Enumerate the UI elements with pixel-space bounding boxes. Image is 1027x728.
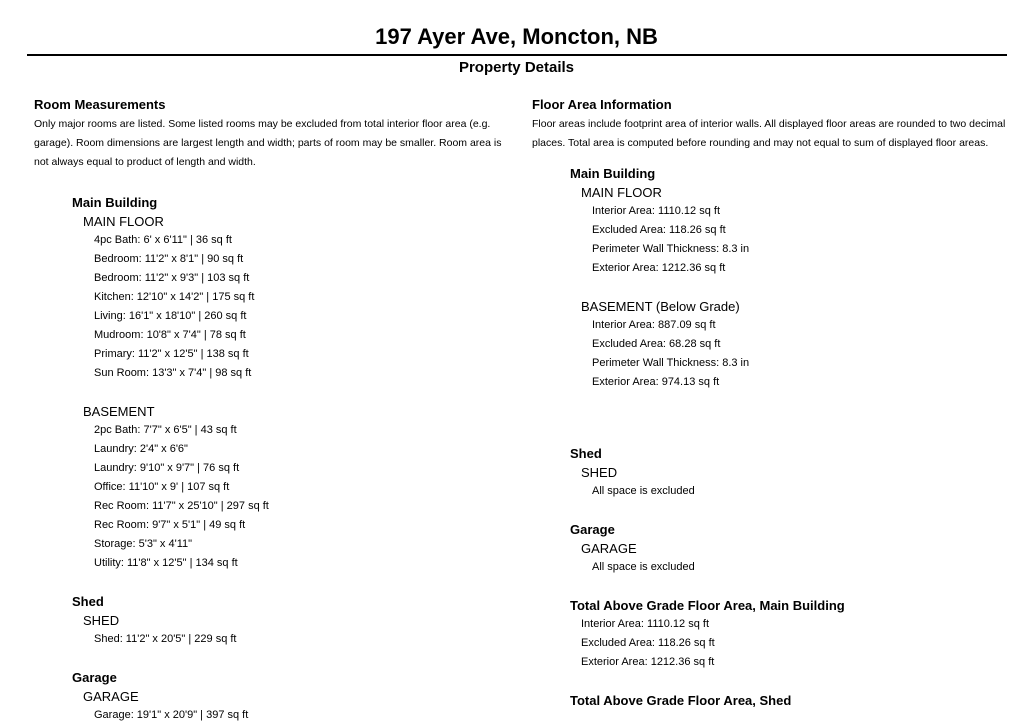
floor-main xyxy=(83,212,506,383)
total-heading: Total Above Grade Floor Area, Shed xyxy=(570,693,792,708)
building-name: Shed xyxy=(72,594,104,609)
floor-shed xyxy=(83,611,506,649)
room-line: Laundry: 9'10" x 9'7" | 76 sq ft xyxy=(94,462,240,474)
building-name: Garage xyxy=(570,522,615,537)
floor-name: SHED xyxy=(581,465,618,480)
area-line: All space is excluded xyxy=(592,561,695,573)
area-line: Exterior Area: 1212.36 sq ft xyxy=(592,262,726,274)
area-line: Excluded Area: 118.26 sq ft xyxy=(592,224,726,236)
total-line: Excluded Area: 118.26 sq ft xyxy=(581,637,715,649)
title-divider xyxy=(27,54,1007,56)
room-line: Bedroom: 11'2" x 8'1" | 90 sq ft xyxy=(94,253,244,265)
room-measurements-note: Only major rooms are listed. Some listed rooms may be excluded from total interior floor area (e.g. garage). Room dimensions are largest length and width; parts of room may be smaller. Room area is not always equal to product of length and width. xyxy=(34,118,502,168)
building-name: Main Building xyxy=(570,166,656,181)
floor-garage xyxy=(83,687,506,725)
floor-area-heading: Floor Area Information xyxy=(532,97,672,112)
area-line: Interior Area: 1110.12 sq ft xyxy=(592,205,721,217)
building-shed xyxy=(72,592,506,649)
total-shed xyxy=(570,691,1012,710)
room-line: Primary: 11'2" x 12'5" | 138 sq ft xyxy=(94,348,249,360)
area-line: Exterior Area: 974.13 sq ft xyxy=(592,376,720,388)
area-floor-main xyxy=(581,183,1012,278)
floor-name: MAIN FLOOR xyxy=(83,214,164,229)
floor-area-note: Floor areas include footprint area of interior walls. All displayed floor areas are rounded to two decimal places. Total area is computed before rounding and may not equal to sum of displayed floor areas. xyxy=(532,118,1006,149)
room-line: Rec Room: 9'7" x 5'1" | 49 sq ft xyxy=(94,519,246,531)
total-line: Interior Area: 1110.12 sq ft xyxy=(581,618,710,630)
room-line: Mudroom: 10'8" x 7'4" | 78 sq ft xyxy=(94,329,246,341)
room-line: Living: 16'1" x 18'10" | 260 sq ft xyxy=(94,310,247,322)
room-line: Shed: 11'2" x 20'5" | 229 sq ft xyxy=(94,633,237,645)
floor-name: GARAGE xyxy=(581,541,637,556)
floor-area-section xyxy=(532,96,1012,710)
room-line: 4pc Bath: 6' x 6'11" | 36 sq ft xyxy=(94,234,232,246)
room-line: Utility: 11'8" x 12'5" | 134 sq ft xyxy=(94,557,238,569)
room-line: 2pc Bath: 7'7" x 6'5" | 43 sq ft xyxy=(94,424,237,436)
page-title: 197 Ayer Ave, Moncton, NB xyxy=(375,24,658,49)
area-building-shed xyxy=(570,444,1012,501)
area-line: Interior Area: 887.09 sq ft xyxy=(592,319,716,331)
building-name: Garage xyxy=(72,670,117,685)
room-measurements-section xyxy=(34,96,506,725)
floor-name: BASEMENT (Below Grade) xyxy=(581,299,740,314)
room-line: Office: 11'10" x 9' | 107 sq ft xyxy=(94,481,230,493)
room-line: Rec Room: 11'7" x 25'10" | 297 sq ft xyxy=(94,500,269,512)
area-line: Perimeter Wall Thickness: 8.3 in xyxy=(592,243,750,255)
building-name: Shed xyxy=(570,446,602,461)
area-line: Excluded Area: 68.28 sq ft xyxy=(592,338,721,350)
building-main xyxy=(72,193,506,573)
room-measurements-heading: Room Measurements xyxy=(34,97,166,112)
total-main-building xyxy=(570,596,1012,672)
floor-name: MAIN FLOOR xyxy=(581,185,662,200)
room-line: Bedroom: 11'2" x 9'3" | 103 sq ft xyxy=(94,272,250,284)
room-line: Sun Room: 13'3" x 7'4" | 98 sq ft xyxy=(94,367,252,379)
room-line: Laundry: 2'4" x 6'6" xyxy=(94,443,188,455)
area-line: All space is excluded xyxy=(592,485,695,497)
area-line: Perimeter Wall Thickness: 8.3 in xyxy=(592,357,750,369)
room-line: Kitchen: 12'10" x 14'2" | 175 sq ft xyxy=(94,291,255,303)
room-line: Garage: 19'1" x 20'9" | 397 sq ft xyxy=(94,709,249,721)
area-floor-shed xyxy=(581,463,1012,501)
area-floor-garage xyxy=(581,539,1012,577)
floor-name: SHED xyxy=(83,613,120,628)
area-building-main xyxy=(570,164,1012,392)
total-line: Exterior Area: 1212.36 sq ft xyxy=(581,656,715,668)
area-floor-basement xyxy=(581,297,1012,392)
page-subtitle: Property Details xyxy=(458,59,575,76)
floor-basement xyxy=(83,402,506,573)
building-garage xyxy=(72,668,506,725)
building-name: Main Building xyxy=(72,195,158,210)
floor-name: BASEMENT xyxy=(83,404,155,419)
room-line: Storage: 5'3" x 4'11" xyxy=(94,538,193,550)
total-heading: Total Above Grade Floor Area, Main Building xyxy=(570,598,845,613)
area-building-garage xyxy=(570,520,1012,577)
floor-name: GARAGE xyxy=(83,689,139,704)
